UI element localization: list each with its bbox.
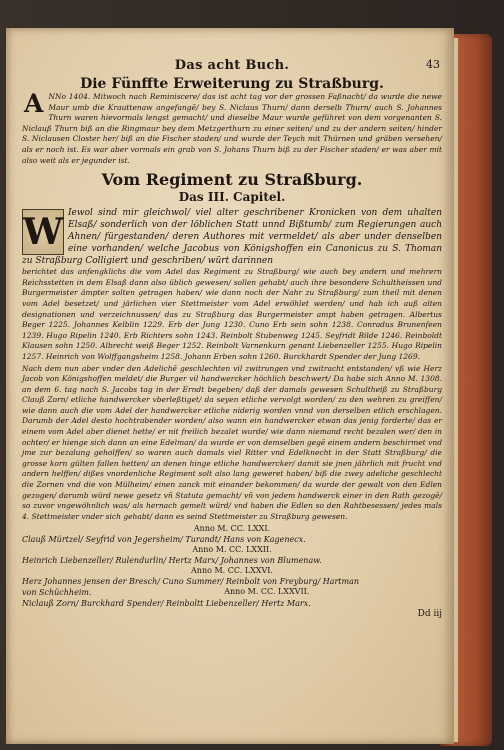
section-dropcap: A	[24, 89, 44, 118]
anno-heading: Anno M. CC. LXXI.	[193, 524, 271, 534]
book-page	[6, 28, 454, 744]
anno-heading: Anno M. CC. LXXII.	[192, 545, 272, 555]
page-text	[22, 58, 442, 620]
running-head: Das acht Buch.	[174, 58, 290, 73]
names-line: Clauß Mürtzel/ Seyfrid von Jegersheim/ Turandt/ Hans von Kagenecx.	[22, 535, 306, 545]
stettmeister-list	[22, 524, 442, 620]
page-number: 43	[426, 58, 440, 71]
names-split-row	[22, 587, 442, 598]
names-line: von Schüchheim.	[22, 588, 92, 598]
chapter-label: Das III. Capitel.	[178, 190, 286, 205]
page-header	[22, 58, 442, 74]
chapter-body-paragraph: berichtet das anfengklichs die vom Adel das Regiment zu Straßburg/ wie auch bey andern und mehrern Reichsstetten in dem Elsaß dann also üblich gewesen/ sollen gehabt/ auch ihre besondere Schultheissen und Burgermeister ämpter solten getragen haben/ wie dann noch der Nahr zu Straßburg/ zum theil mit denen vom Adel besetzet/ und järlichen vier Stettmeister vom Adel erwöhlet werden/ und hab ich auß alten designationen und verzeichnussen/ das zu Straßburg das Burgermeister ampt haben getragen. Albertus Beger 1225. Johannes Kelblin 1229. Erb der Jung 1230. Cuno Erb sein sohn 1238. Conradus Brunenfeen 1239. Hugo Ripelin 1240. Erb Richters sohn 1243. Reinbolt Stubenweg 1245. Seyfridt Bilde 1246. Reinboldt Klausen sohn 1250. Albrecht weiß Beger 1252. Reinbolt Varnenkurn genant Liebenzeller 1255. Hugo Ripelin 1257. Heinrich von Wolffgangsheim 1258. Johann Erben sohn 1260. Burckhardt Spender der Jung 1269.	[22, 267, 442, 361]
chapter-lead-text: Iewol sind mir gleichwol/ viel alter geschribener Kronicken von dem uhalten Elsaß/ sonderlich von der löblichen Statt unnd Bißtumb/ zum Regierungen auch Ahnen/ fürgestanden/ deren Authores mit vermeldet/ als aber under denselben eine vorhanden/ welche Jacobus von Königshoffen ein Canonicus zu S. Thoman zu Straßburg Colligiert und geschriben/ würt darinnen	[22, 208, 442, 267]
chapter-body-paragraph-2: Nach dem nun aber vnder den Adelichē geschlechten vil zwitrungen vnd zwitracht entstanden/ vß wie Herz Jacob von Königshoffen meldet/ die Burger vil handwercker höchlich beschwert/ Da habe sich Anno M. 1308. an dem 6. tag nach S. Jacobs tag in der Erndt begeben/ daß der damals gewesen Schultheiß zu Straßburg Clauß Zorn/ etliche handwercker vberleßtiget/ da seyen etliche vervolgt worden/ zu den wehren zu greiffen/ wie dann auch die vom Adel der handwercker etliche niderig worden vnnd von derselben etlich erschlagen. Darumb der Adel desto hochtrabender worden/ also wann ein handwercker etwan das jenig forderte/ das er einem vom Adel aber dienet hette/ er nit freilich bezalet wurde/ wie dann niemand recht bezalen wer/ den in ochter/ er hienge sich dann an eine Edelman/ da wurde er von demselben gegē einem andern beschirmet vnd jme zur bezalung geholffen/ so waren auch damals viel Ritter vnd Edelknecht in der Statt Straßburg/ die grosse korn gülten fallen hetten/ an denen hinge etliche handwercker/ damit sie jnen jährlich mit frucht vnd andern helffen/ dißes vnordenliche Regiment solt also lang geweret haben/ biß die zwey adeliche geschlecht die Zornen vnd die von Mülheim/ einen zanck mit einander bekommen/ da wurde der gewalt von den Edlen gezogen/ darumb würd newe gesetz vñ Statuta gemacht/ vñ von jedem handwerck einer in den Rath gezogē/ so zuvor vngewöhnlich was/ als hernach gemelt würd/ vnd haben die Edlen so den Rahtbesessen/ jedes mals 4. Stettmeister vnder sich gehabt/ dann es seind Stettmeister zu Straßburg gewesen.	[22, 363, 442, 521]
section-paragraph	[22, 89, 442, 166]
chapter-lead-paragraph	[22, 207, 442, 267]
names-line: Niclauß Zorn/ Burckhard Spender/ Reinboltt Liebenzeller/ Hertz Marx.	[22, 599, 311, 609]
section-text: NNo 1404. Mitwoch nach Reminiscere/ das ist acht tag vor der grossen Faßnacht/ da wurde die newe Maur umb die Krauttenaw angefangē/ bey S. Niclaus Thurn/ dann derselb Thurn/ auch S. Johannes Thurn waren hievormals lengst gemacht/ und dieselbe Maur wurde geführet von dem vorgenanten S. Niclauß Thurn biß an die Ringmaur bey dem Metzgerthurn zu einer seiten/ und zu der andern seiten/ hinder S. Niclausen Closter her/ biß an die Fischer staden/ und wurde der Teych mit Thürnen und gräben versehen/ als er noch ist. Es war aber vormals ein grab von S. Johans Thurn biß zu der Fischer staden/ er was aber mit also weit als er jegunder ist.	[22, 92, 442, 165]
catchword: Dd iij	[417, 609, 442, 620]
names-line: Heinrich Liebenzeller/ Rulendurlin/ Hertz Marx/ Johannes von Blumenaw.	[22, 556, 322, 566]
chapter-dropcap: W	[22, 211, 64, 254]
chapter-title: Vom Regiment zu Straßburg.	[101, 170, 363, 190]
anno-heading: Anno M. CC. LXXVI.	[191, 566, 273, 576]
anno-heading: Anno M. CC. LXXVII.	[224, 587, 310, 597]
names-line: Herz Johannes jensen der Bresch/ Cuno Summer/ Reinbolt von Freyburg/ Hartman	[22, 577, 359, 587]
section-title: Die Fünffte Erweiterung zu Straßburg.	[80, 76, 384, 92]
